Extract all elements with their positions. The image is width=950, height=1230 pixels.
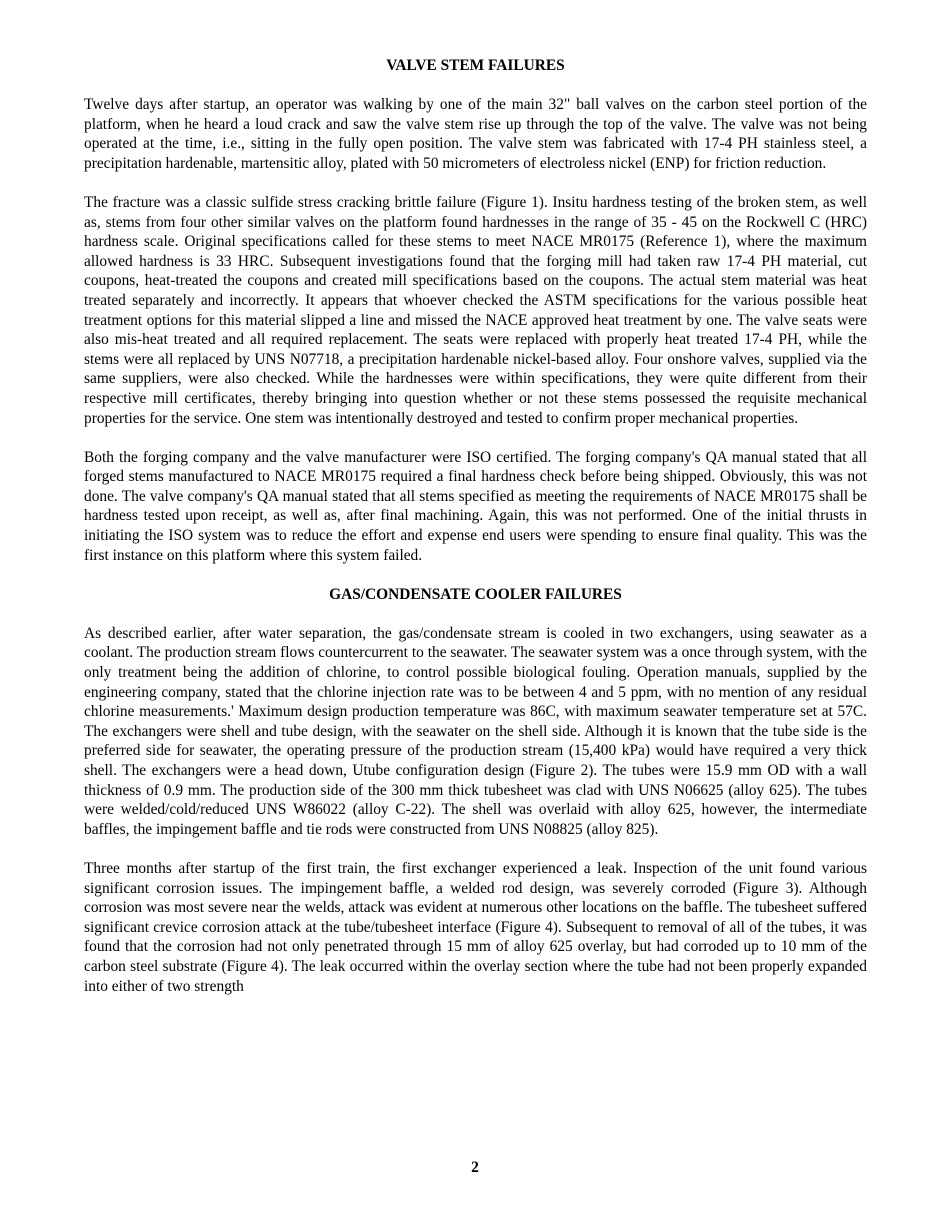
paragraph: The fracture was a classic sulfide stress cracking brittle failure (Figure 1). Insitu hardness testing of the broken stem, as well as, stems from four other similar valves on the platform found hardnesses in the range of 35 - 45 on the Rockwell C (HRC) hardness scale. Original specifications called for these stems to meet NACE MR0175 (Reference 1), where the maximum allowed hardness is 33 HRC. Subsequent investigations found that the forging mill had taken raw 17-4 PH material, cut coupons, heat-treated the coupons and created mill specifications based on the coupons. The actual stem material was heat treated separately and incorrectly. It appears that whoever checked the ASTM specifications for the various possible heat treatment options for this material slipped a line and missed the NACE approved heat treatment by one. The valve seats were also mis-heat treated and all required replacement. The seats were replaced with properly heat treated 17-4 PH, while the stems were all replaced by UNS N07718, a precipitation hardenable nickel-based alloy. Four onshore valves, supplied via the same suppliers, were also checked. While the hardnesses were within specifications, they were quite different from their respective mill certificates, thereby bringing into question whether or not these stems possessed the requisite mechanical properties for the service. One stem was intentionally destroyed and tested to confirm proper mechanical properties. [84,193,867,427]
paragraph: Twelve days after startup, an operator was walking by one of the main 32" ball valves on the carbon steel portion of the platform, when he heard a loud crack and saw the valve stem rise up through the top of the valve. The valve was not being operated at the time, i.e., sitting in the fully open position. The valve stem was fabricated with 17-4 PH stainless steel, a precipitation hardenable, martensitic alloy, plated with 50 micrometers of electroless nickel (ENP) for friction reduction. [84,96,867,172]
section-heading-gas-condensate-cooler-failures: GAS/CONDENSATE COOLER FAILURES [329,585,622,603]
page-number: 2 [471,1159,479,1176]
paragraph: Both the forging company and the valve manufacturer were ISO certified. The forging company's QA manual stated that all forged stems manufactured to NACE MR0175 required a final hardness check before being shipped. Obviously, this was not done. The valve company's QA manual stated that all stems specified as meeting the requirements of NACE MR0175 shall be hardness tested upon receipt, as well as, after final machining. Again, this was not performed. One of the initial thrusts in initiating the ISO system was to reduce the effort and expense end users were spending to ensure final quality. This was the first instance on this platform where this system failed. [84,448,867,564]
paragraph: Three months after startup of the first train, the first exchanger experienced a leak. Inspection of the unit found various significant corrosion issues. The impingement baffle, a welded rod design, was severely corroded (Figure 3). Although corrosion was most severe near the welds, attack was evident at numerous other locations on the baffle. The tubesheet suffered significant crevice corrosion attack at the tube/tubesheet interface (Figure 4). Subsequent to removal of all of the tubes, it was found that the corrosion had not only penetrated through 15 mm of alloy 625 overlay, but had corroded up to 10 mm of the carbon steel substrate (Figure 4). The leak occurred within the overlay section where the tube had not been properly expanded into either of two strength [84,859,867,995]
document-page [84,56,867,1016]
section-heading-valve-stem-failures: VALVE STEM FAILURES [386,57,565,74]
paragraph: As described earlier, after water separation, the gas/condensate stream is cooled in two exchangers, using seawater as a coolant. The production stream flows countercurrent to the seawater. The seawater system was a once through system, with the only treatment being the addition of chlorine, to control possible biological fouling. Operation manuals, supplied by the engineering company, stated that the chlorine injection rate was to be between 4 and 5 ppm, with no mention of any residual chlorine measurements.' Maximum design production temperature was 86C, with maximum seawater temperature set at 57C. The exchangers were shell and tube design, with the seawater on the shell side. Although it is known that the tube side is the preferred side for seawater, the operating pressure of the production stream (15,400 kPa) would have required a very thick shell. The exchangers were a head down, Utube configuration design (Figure 2). The tubes were 15.9 mm OD with a wall thickness of 0.9 mm. The production side of the 300 mm thick tubesheet was clad with UNS N06625 (alloy 625). The tubes were welded/cold/reduced UNS W86022 (alloy C-22). The shell was overlaid with alloy 625, however, the intermediate baffles, the impingement baffle and tie rods were constructed from UNS N08825 (alloy 825). [84,624,867,838]
